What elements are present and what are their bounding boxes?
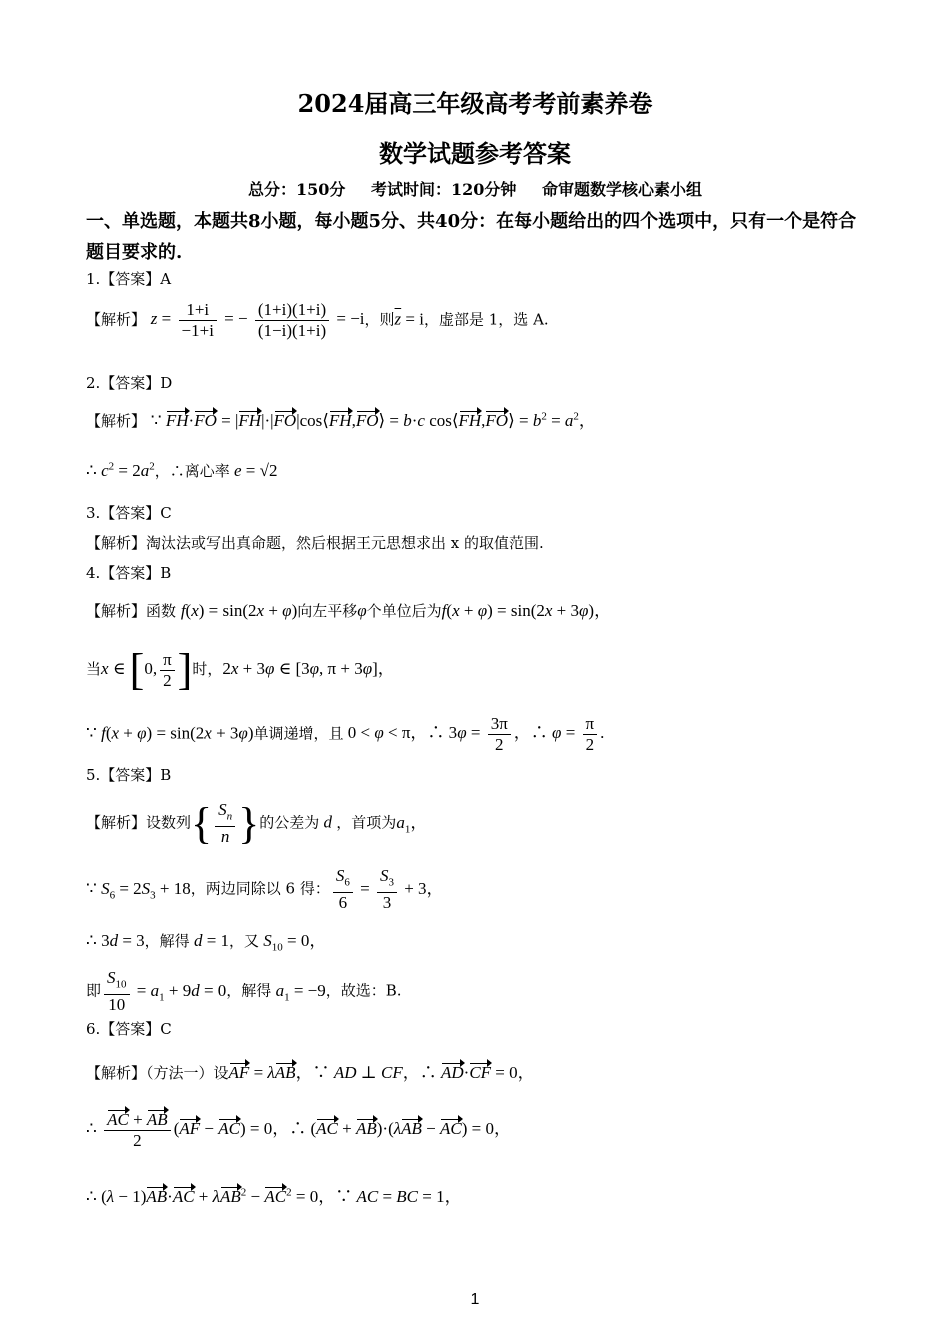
committee: 命审题数学核心素小组 [541,180,702,199]
q4-analysis-line3: ∵ f(x + φ) = sin(2x + 3φ)单调递增，且 0 < φ < π，∴ 3φ = $\frac{3\pi}{2}$ ，∴ φ = $\frac{\pi}{2}$ . [86,714,605,754]
exam-time: 考试时间：120分钟 [370,180,517,199]
section-heading: 一、单选题，本题共8小题，每小题5分、共40分：在每小题给出的四个选项中，只有一个是符合题目要求的. [86,211,857,263]
q5-answer: 5.【答案】B [86,766,172,784]
q6-analysis-line3: ∴ $(\lambda - 1)AB\cdot AC + \lambda AB^2 - AC^2 = 0$，∵ AC = BC = 1， [86,1186,462,1206]
q6-analysis-line1: 【解析】（方法一）设AF = λAB，∵ AD ⊥ CF，∴ AD·CF = 0， [86,1063,535,1082]
q5-analysis-line1: 【解析】设数列{ $\frac{S_n}{n}$ }的公差为 d ，首项为$a_1$， [86,798,428,848]
q2-analysis-line1: 【解析】 ∵ FH·FO = |FH|·|FO|cos⟨FH,FO⟩ = b·c cos⟨FH,FO⟩ = $b^2 = a^2$， [86,410,596,430]
q4-analysis-line2: 当x ∈ [0, $\frac{\pi}{2}$ ]时，2x + 3φ ∈ [3φ, π + 3φ]， [86,645,395,694]
q4-answer: 4.【答案】B [86,564,172,582]
q6-answer: 6.【答案】C [86,1020,172,1038]
q1-answer: 1.【答案】A [86,270,172,288]
q3-answer: 3.【答案】C [86,504,172,522]
document-subtitle: 数学试题参考答案 [379,139,571,168]
q2-analysis-line2: ∴ $c^2 = 2a^2$，∴离心率 e = √2 [86,460,278,480]
q6-analysis-line2: ∴ $\frac{AC + AB}{2}$ (AF − AC) = 0，∴ (AC + AB)·(λAB − AC) = 0， [86,1110,511,1150]
q4-analysis-line1: 【解析】函数 f(x) = sin(2x + φ)向左平移φ个单位后为f(x + φ) = sin(2x + 3φ)， [86,601,612,620]
q5-analysis-line4: 即 $\frac{S_{10}}{10}$ = $a_1 + 9d = 0$，解得 $a_1 = -9$，故选：B. [86,968,402,1015]
q5-analysis-line2: ∵ $S_6 = 2S_3 + 18$，两边同除以 6 得： $\frac{S_6}{6}$ = $\frac{S_3}{3}$ + 3， [86,866,444,913]
document-title: 2024届高三年级高考考前素养卷 [297,89,653,118]
q2-answer: 2.【答案】D [86,374,173,392]
page-number: 1 [470,1291,480,1308]
exam-meta [0,177,950,200]
total-score: 总分：150分 [248,180,346,199]
q1-analysis: 【解析】 z = $\frac{1+i}{-1+i}$ = − $\frac{(1+i)(1+i)}{(1-i)(1+i)}$ = −i，则$\overline{z} = i$，虚部是 1，选 A. [86,300,549,340]
q5-analysis-line3: ∴ 3d = 3，解得 d = 1，又 $S_{10} = 0$， [86,931,327,954]
q3-analysis: 【解析】淘汰法或写出真命题，然后根据王元思想求出 x 的取值范围. [86,534,544,552]
